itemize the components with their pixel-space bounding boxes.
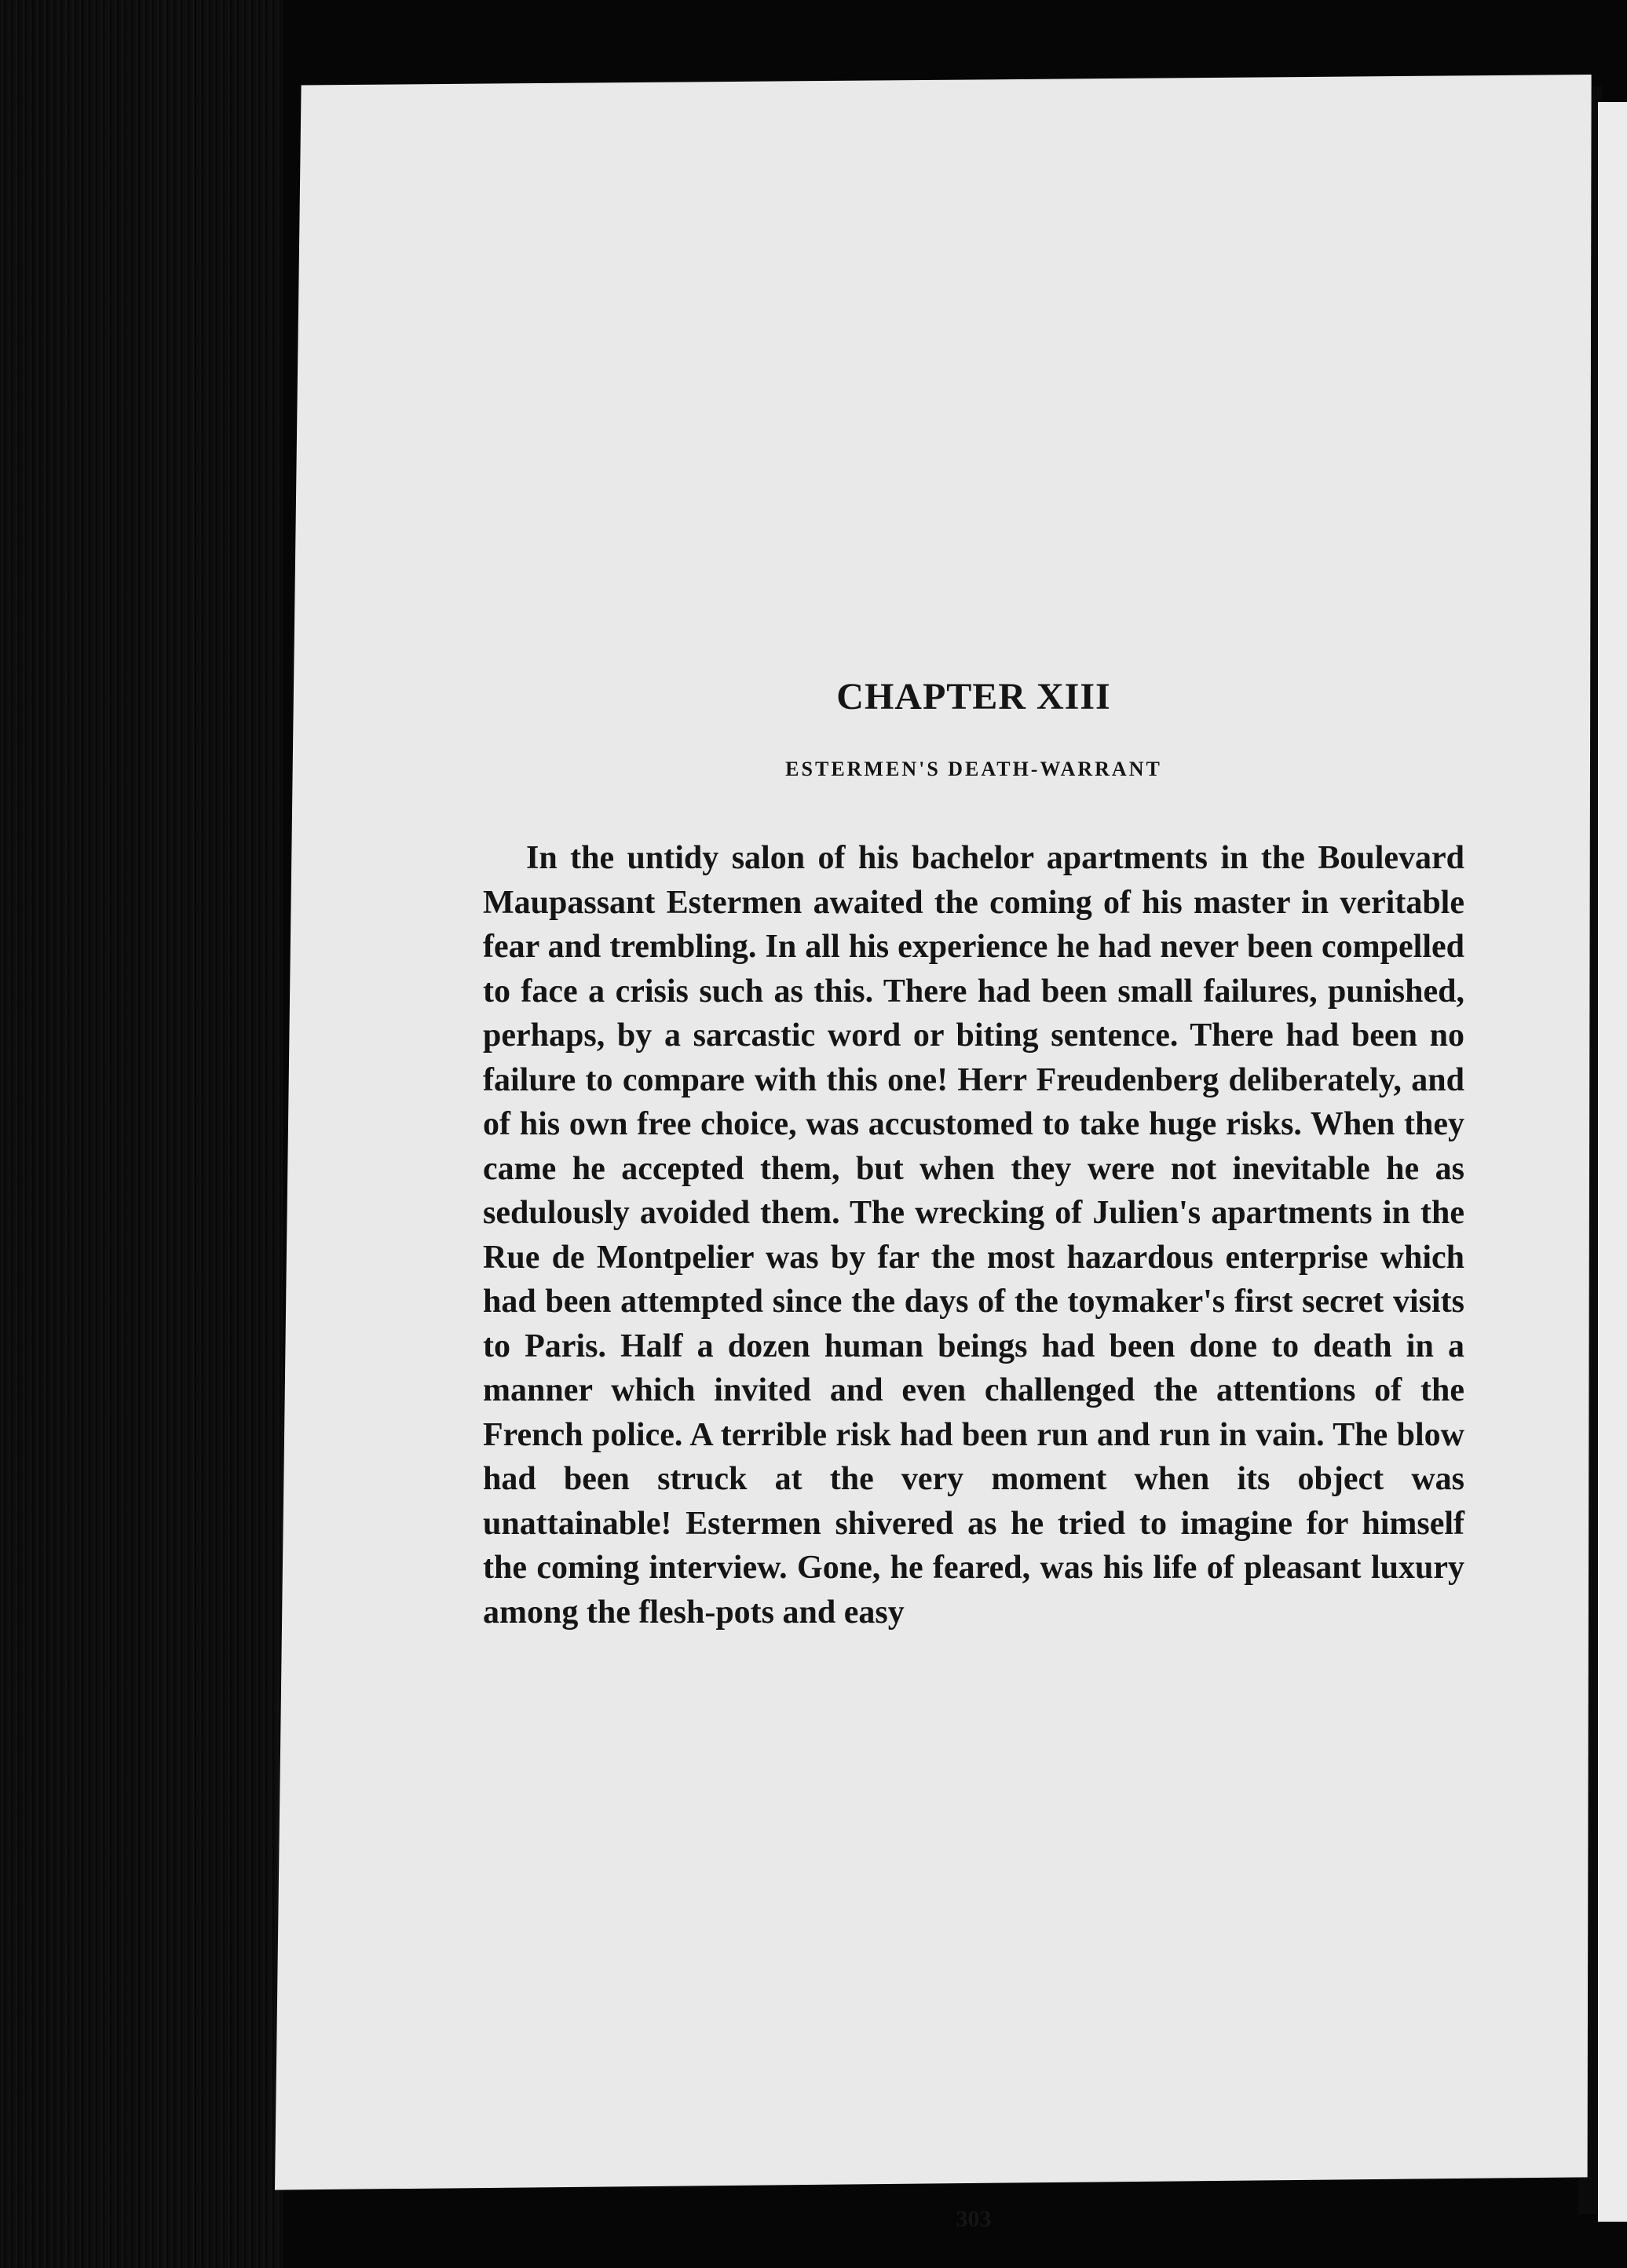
page-number: 303 <box>956 2206 992 2232</box>
chapter-title: CHAPTER XIII <box>836 676 1111 718</box>
page-content <box>483 675 1464 2232</box>
book-binding <box>0 0 283 2268</box>
body-paragraph: In the untidy salon of his bachelor apartments in the Boulevard Maupassant Estermen awaited the coming of his master in veritable fear and trembling. In all his experience he had never been compelled to face a crisis such as this. There had been small failures, punished, perhaps, by a sarcastic word or biting sentence. There had been no failure to compare with this one! Herr Freudenberg deliberately, and of his own free choice, was accustomed to take huge risks. When they came he accepted them, but when they were not inevitable he as sedulously avoided them. The wrecking of Julien's apartments in the Rue de Montpelier was by far the most hazardous enterprise which had been attempted since the days of the toymaker's first secret visits to Paris. Half a dozen human beings had been done to death in a manner which invited and even challenged the attentions of the French police. A terrible risk had been run and run in vain. The blow had been struck at the very moment when its object was unattainable! Estermen shivered as he tried to imagine for himself the coming interview. Gone, he feared, was his life of pleasant luxury among the flesh-pots and easy <box>483 840 1464 1631</box>
chapter-subtitle: ESTERMEN'S DEATH-WARRANT <box>785 758 1162 780</box>
next-page-edge <box>1598 102 1627 2222</box>
